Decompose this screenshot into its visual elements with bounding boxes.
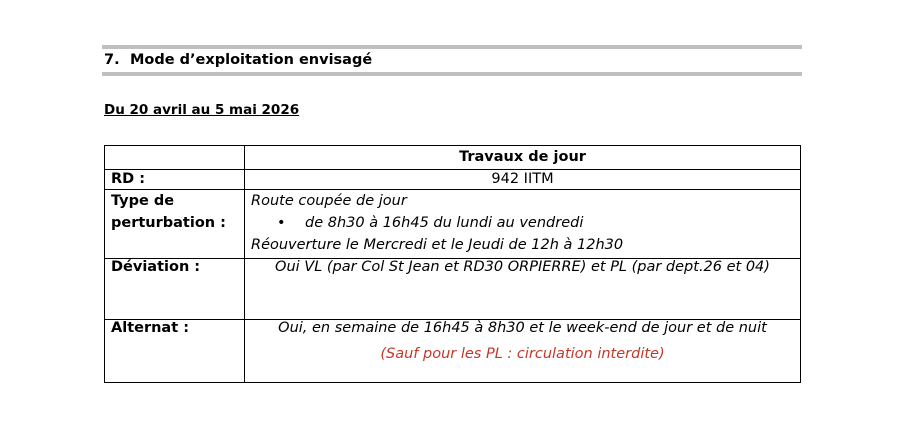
section-title: Mode d’exploitation envisagé (130, 52, 373, 68)
section-rule-top (102, 45, 802, 49)
deviation-value: Oui VL (par Col St Jean et RD30 ORPIERRE) et PL (par dept.26 et 04) (245, 259, 801, 320)
table-header-cell: Travaux de jour (245, 146, 801, 170)
deviation-label: Déviation : (105, 259, 245, 320)
table-header-row (105, 146, 801, 170)
period-heading: Du 20 avril au 5 mai 2026 (104, 102, 300, 118)
section-number: 7. (104, 52, 120, 68)
type-line-1: Route coupée de jour (251, 193, 407, 209)
table-row-deviation (105, 259, 801, 320)
alternat-value (245, 320, 801, 383)
section-rule-bottom (102, 72, 802, 76)
type-label: Type de perturbation : (105, 190, 245, 259)
table-row-alternat (105, 320, 801, 383)
type-bullet-text: de 8h30 à 16h45 du lundi au vendredi (305, 215, 584, 231)
section-heading (104, 52, 372, 68)
type-line-3: Réouverture le Mercredi et le Jeudi de 12h à 12h30 (251, 237, 624, 253)
bullet-icon: • (277, 215, 286, 231)
table-row-rd (105, 170, 801, 190)
table-header-empty-cell (105, 146, 245, 170)
rd-value: 942 IITM (245, 170, 801, 190)
table-row-type (105, 190, 801, 259)
alternat-line-1: Oui, en semaine de 16h45 à 8h30 et le week-end de jour et de nuit (278, 320, 767, 336)
type-bullet-line (251, 212, 794, 234)
operations-table (104, 145, 801, 383)
alternat-warning: (Sauf pour les PL : circulation interdite) (380, 346, 665, 362)
rd-label: RD : (105, 170, 245, 190)
type-value (245, 190, 801, 259)
alternat-label: Alternat : (105, 320, 245, 383)
